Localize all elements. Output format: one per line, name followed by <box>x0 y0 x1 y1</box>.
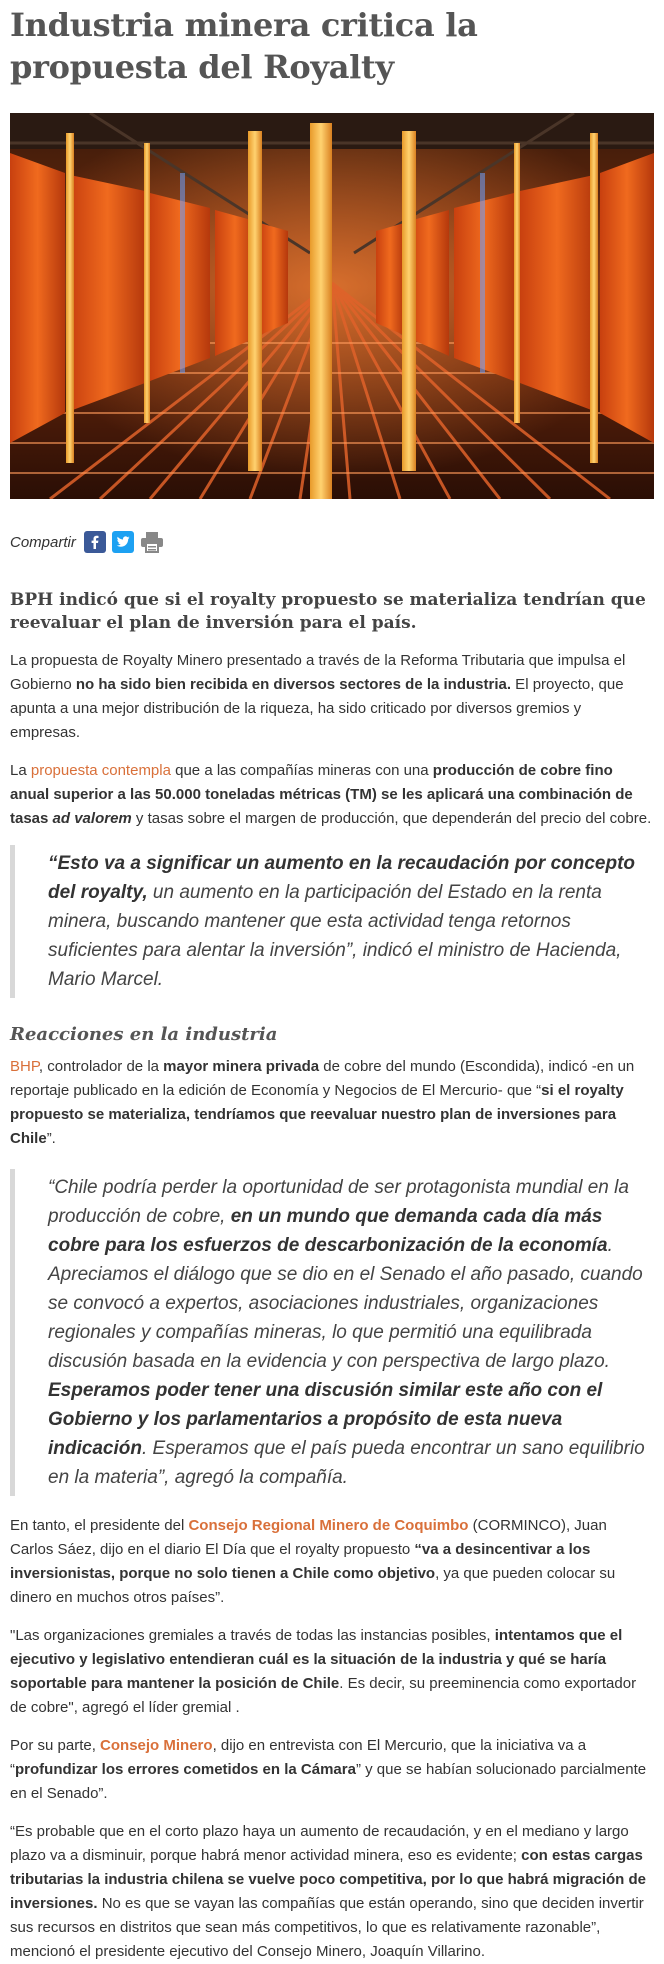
copper-cathodes-photo <box>10 113 654 499</box>
paragraph-6: Por su parte, Consejo Minero, dijo en entrevista con El Mercurio, que la iniciativa va a “profundizar los errores cometidos en la Cámara” y que se habían solucionado parcialmente en el Senado”. <box>10 1737 647 1802</box>
paragraph-3: BHP, controlador de la mayor minera privada de cobre del mundo (Escondida), indicó -en un reportaje publicado en la edición de Economía y Negocios de El Mercurio- que “si el royalty propuesto se materializa, tendríamos que reevaluar nuestro plan de inversiones para Chile”. <box>10 1058 635 1147</box>
paragraph-1: La propuesta de Royalty Minero presentado a través de la Reforma Tributaria que impulsa el Gobierno no ha sido bien recibida en diversos sectores de la industria. El proyecto, que apunta a una mejor distribución de la riqueza, ha sido criticado por diversos gremios y empresas. <box>10 652 626 741</box>
article <box>0 4 664 1964</box>
bhp-link[interactable]: BHP <box>10 1058 39 1075</box>
share-bar <box>10 529 654 555</box>
quote-ministro: “Esto va a significar un aumento en la recaudación por concepto del royalty, un aumento en la participación del Estado en la renta minera, buscando mantener que esta actividad tenga retornos suficientes para alentar la inversión”, indicó el ministro de Hacienda, Mario Marcel. <box>10 845 654 998</box>
propuesta-link[interactable]: propuesta contempla <box>30 762 171 779</box>
hero-image <box>10 113 654 499</box>
paragraph-7: “Es probable que en el corto plazo haya un aumento de recaudación, y en el mediano y largo plazo va a disminuir, porque habrá menor actividad minera, eso es evidente; con estas cargas tributarias la industria chilena se vuelve poco competitiva, por lo que habrá migración de inversiones. No es que se vayan las compañías que están operando, sino que deciden invertir sus recursos en distritos que sean más competitivos, lo que es relativamente razonable”, mencionó el presidente ejecutivo del Consejo Minero, Joaquín Villarino. <box>10 1823 646 1960</box>
subheading: Reacciones en la industria <box>10 1024 278 1045</box>
twitter-icon[interactable] <box>112 531 134 553</box>
share-label: Compartir <box>10 533 76 551</box>
corminco-link[interactable]: Consejo Regional Minero de Coquimbo <box>188 1517 469 1534</box>
paragraph-5: "Las organizaciones gremiales a través de todas las instancias posibles, intentamos que el ejecutivo y legislativo entendieran cuál es la situación de la industria y qué se haría soportable para mantener la posición de Chile. Es decir, su preeminencia como exportador de cobre", agregó el líder gremial . <box>10 1627 637 1716</box>
article-lead: BPH indicó que si el royalty propuesto se materializa tendrían que reevaluar el plan de inversión para el país. <box>10 590 646 633</box>
paragraph-4: En tanto, el presidente del Consejo Regional Minero de Coquimbo (CORMINCO), Juan Carlos Sáez, dijo en el diario El Día que el royalty propuesto “va a desincentivar a los inversionistas, porque no solo tienen a Chile como objetivo, ya que pueden colocar su dinero en muchos otros países”. <box>10 1517 616 1606</box>
quote-bhp: “Chile podría perder la oportunidad de ser protagonista mundial en la producción de cobre, en un mundo que demanda cada día más cobre para los esfuerzos de descarbonización de la economía. Apreciamos el diálogo que se dio en el Senado el año pasado, cuando se convocó a expertos, asociaciones industriales, organizaciones regionales y compañías mineras, lo que permitió una equilibrada discusión basada en la evidencia y con perspectiva de largo plazo. Esperamos poder tener una discusión similar este año con el Gobierno y los parlamentarios a propósito de esta nueva indicación. Esperamos que el país pueda encontrar un sano equilibrio en la materia”, agregó la compañía. <box>10 1169 654 1496</box>
facebook-icon[interactable] <box>84 531 106 553</box>
paragraph-2: La propuesta contempla que a las compañías mineras con una producción de cobre fino anual superior a las 50.000 toneladas métricas (TM) se les aplicará una combinación de tasas ad valorem y tasas sobre el margen de producción, que dependerán del precio del cobre. <box>10 762 652 827</box>
article-title: Industria minera critica la propuesta del Royalty <box>10 6 478 86</box>
print-icon[interactable] <box>140 531 164 553</box>
consejo-minero-link[interactable]: Consejo Minero <box>100 1737 213 1754</box>
